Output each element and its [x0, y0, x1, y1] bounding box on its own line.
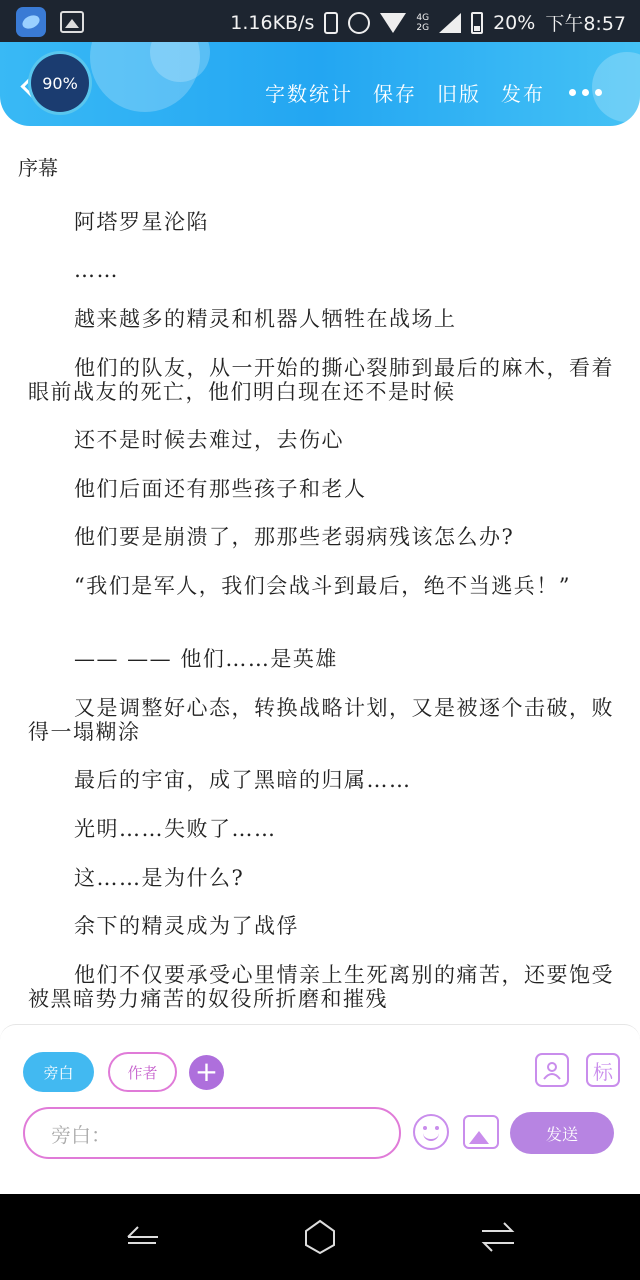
message-input[interactable]: 旁白： [23, 1107, 401, 1159]
paragraph: 还不是时候去难过，去伤心 [74, 428, 344, 452]
word-count-button[interactable]: 字数统计 [265, 82, 353, 106]
publish-button[interactable]: 发布 [501, 82, 545, 106]
save-button[interactable]: 保存 [373, 82, 417, 106]
status-bar [0, 0, 640, 42]
paragraph: 他们后面还有那些孩子和老人 [74, 477, 367, 501]
vibrate-icon [324, 12, 338, 34]
network-type: 4G 2G [416, 12, 430, 33]
chapter-title: 序幕 [18, 156, 58, 180]
story-content [0, 126, 640, 1024]
network-speed: 1.16KB/s [230, 11, 315, 34]
narrator-role-button[interactable]: 旁白 [23, 1052, 94, 1092]
image-picker-icon[interactable] [463, 1115, 499, 1149]
emoji-icon[interactable] [413, 1114, 449, 1150]
paragraph: 阿塔罗星沦陷 [74, 210, 209, 234]
battery-icon [471, 12, 483, 34]
more-options-icon[interactable] [569, 89, 602, 96]
home-nav-icon[interactable] [300, 1217, 340, 1257]
send-button[interactable]: 发送 [510, 1112, 614, 1154]
navigation-bar [0, 1194, 640, 1280]
old-version-button[interactable]: 旧版 [437, 82, 481, 106]
paragraph: 余下的精灵成为了战俘 [74, 914, 299, 938]
paragraph: 又是调整好心态，转换战略计划，又是被逐个击破，败得一塌糊涂 [28, 696, 614, 744]
paragraph: 光明……失败了…… [74, 817, 277, 841]
paragraph: 他们不仅要承受心里情亲上生死离别的痛苦，还要饱受被黑暗势力痛苦的奴役所折磨和摧残 [28, 963, 614, 1011]
add-role-button[interactable]: + [189, 1055, 224, 1090]
browser-app-icon [16, 7, 46, 37]
paragraph: 越来越多的精灵和机器人牺牲在战场上 [74, 307, 457, 331]
clock: 下午8:57 [545, 13, 626, 35]
dialogue-composer [0, 1024, 640, 1195]
back-nav-icon[interactable] [122, 1217, 162, 1257]
image-notification-icon [60, 11, 84, 33]
paragraph: 他们要是崩溃了，那那些老弱病残该怎么办? [74, 525, 515, 549]
paragraph: 他们的队友，从一开始的撕心裂肺到最后的麻木，看着眼前战友的死亡，他们明白现在还不是时候 [28, 356, 614, 404]
person-icon [541, 1059, 563, 1081]
paragraph: 最后的宇宙，成了黑暗的归属…… [74, 768, 412, 792]
alarm-icon [348, 12, 370, 34]
mark-button[interactable]: 标 [586, 1053, 620, 1087]
paragraph: …… [74, 258, 119, 282]
wifi-icon [380, 13, 406, 33]
progress-indicator: 90% [31, 54, 89, 112]
editor-header [0, 42, 640, 126]
recents-nav-icon[interactable] [478, 1217, 518, 1257]
battery-percent: 20% [493, 11, 536, 34]
paragraph: —— —— 他们……是英雄 [74, 647, 338, 671]
paragraph: 这……是为什么? [74, 866, 245, 890]
signal-icon [439, 13, 461, 33]
character-profile-icon[interactable] [535, 1053, 569, 1087]
author-role-button[interactable]: 作者 [108, 1052, 177, 1092]
paragraph: “我们是军人，我们会战斗到最后，绝不当逃兵！” [74, 574, 571, 598]
